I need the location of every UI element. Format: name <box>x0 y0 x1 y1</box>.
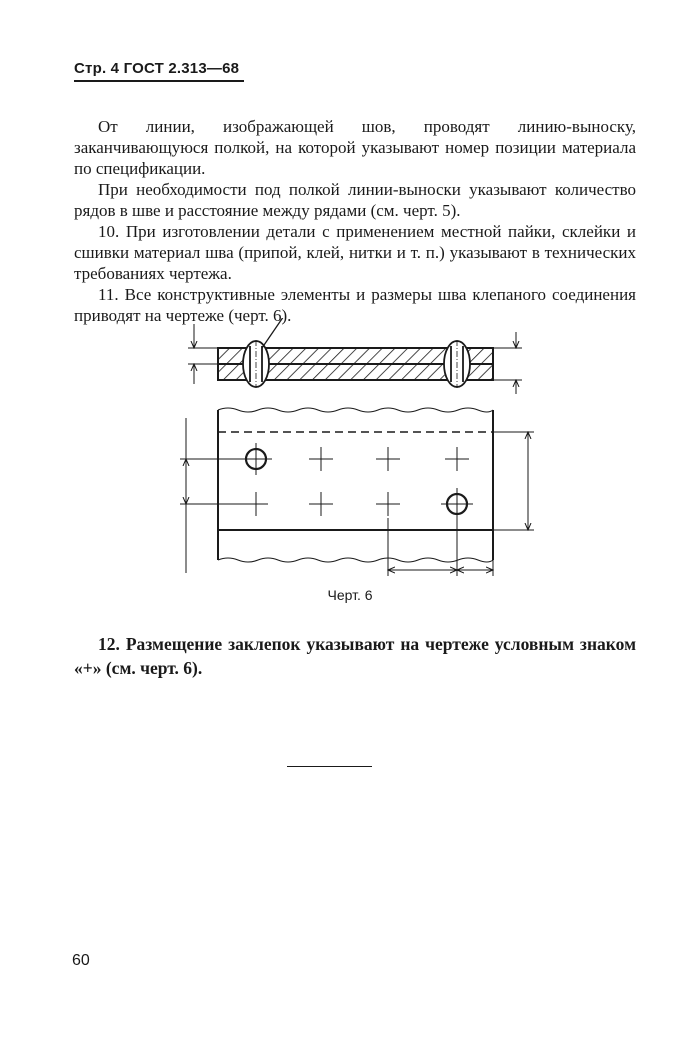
thickness-dimension <box>188 324 218 384</box>
rivet-right <box>444 340 470 388</box>
overlap-dimension <box>493 432 534 530</box>
break-line-top <box>218 408 493 412</box>
row-spacing-dimension <box>180 418 246 573</box>
rivet-cross-2 <box>376 447 400 471</box>
body-text <box>74 116 636 326</box>
figure-caption: Черт. 6 <box>327 587 373 603</box>
rivet-joint-drawing <box>170 318 550 586</box>
paragraph-3: 10. При изготовлении детали с применением местной пайки, склейки и сшивки материал шва (припой, клей, нитки и т. п.) указывают в технических требованиях чертежа. <box>74 222 636 283</box>
section-12 <box>74 632 636 680</box>
page-number: 60 <box>72 952 90 969</box>
rivet-left <box>243 340 269 388</box>
break-line-bottom <box>218 558 493 562</box>
rivet-cross-4 <box>244 492 268 516</box>
page-header: Стр. 4 ГОСТ 2.313—68 <box>74 60 244 82</box>
rivet-symbols <box>240 443 473 520</box>
plan-view <box>180 408 534 576</box>
rivet-cross-3 <box>445 447 469 471</box>
rivet-cross-6 <box>376 492 400 516</box>
rivet-cross-1 <box>309 447 333 471</box>
paragraph-1: От линии, изображающей шов, проводят линию-выноску, заканчивающуюся полкой, на которой указывают номер позиции материала по спецификации. <box>74 117 636 178</box>
paragraph-4: 11. Все конструктивные элементы и размеры шва клепаного соединения приводят на чертеже (черт. 6). <box>74 285 636 325</box>
rivet-cross-5 <box>309 492 333 516</box>
rivet-circle-bottom-right <box>441 488 473 520</box>
end-rule <box>287 766 372 767</box>
leader-line <box>262 318 320 348</box>
paragraph-2: При необходимости под полкой линии-выноски указывают количество рядов в шве и расстояние между рядами (см. черт. 5). <box>74 180 636 220</box>
section-12-text: 12. Размещение заклепок указывают на чертеже условным знаком «+» (см. черт. 6). <box>74 634 636 678</box>
section-view <box>188 318 522 394</box>
total-thickness-dimension <box>493 332 522 394</box>
pitch-dimension <box>388 518 493 576</box>
